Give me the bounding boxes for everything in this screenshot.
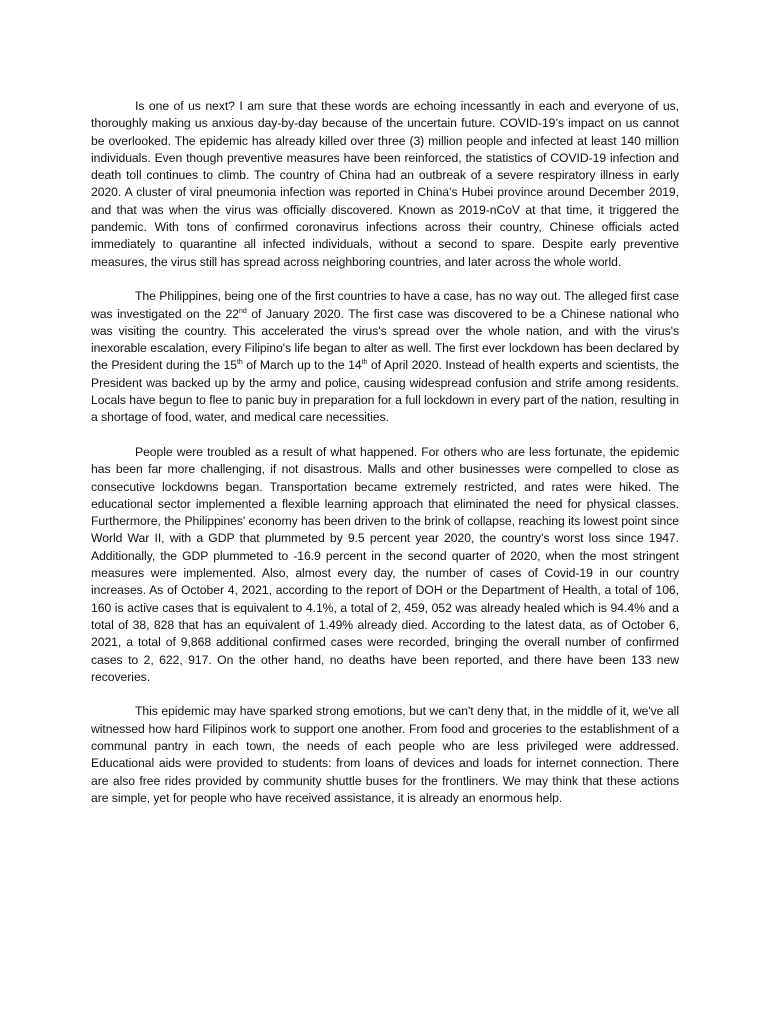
ordinal-suffix: th	[236, 359, 243, 367]
paragraph-text: of April 2020. Instead of health experts and scientists, the President was backed up by the army and police, causing widespread confusion and strife among residents. Locals have begun to flee to panic buy in preparation for a full lockdown in every part of the nation, resulting in a shortage of food, water, and medical care necessities.	[91, 358, 679, 425]
paragraph-text: of January 2020. The first case was discovered to be a Chinese national who was visiting the country. This accelerated the virus's spread over the whole nation, and with the virus's inexorable escalation, every Filipino's life began to alter as well. The first ever lockdown has been declared by the President during the 15	[91, 306, 679, 373]
document-body	[91, 98, 679, 824]
paragraph-3	[91, 444, 679, 686]
paragraph-2	[91, 288, 679, 426]
paragraph-text: People were troubled as a result of what happened. For others who are less fortunate, the epidemic has been far more challenging, if not disastrous. Malls and other businesses were compelled to close as consecutive lockdowns began. Transportation became extremely restricted, and rates were hiked. The educational sector implemented a flexible learning approach that eliminated the need for physical classes. Furthermore, the Philippines' economy has been driven to the brink of collapse, reaching its lowest point since World War II, with a GDP that plummeted by 9.5 percent year 2020, the country's worst loss since 1947. Additionally, the GDP plummeted to -16.9 percent in the second quarter of 2020, when the most stringent measures were implemented. Also, almost every day, the number of cases of Covid-19 in our country increases. As of October 4, 2021, according to the report of DOH or the Department of Health, a total of 106, 160 is active cases that is equivalent to 4.1%, a total of 2, 459, 052 was already healed which is 94.4% and a total of 38, 828 that has an equivalent of 1.49% already died. According to the latest data, as of October 6, 2021, a total of 9,868 additional confirmed cases were recorded, bringing the overall number of confirmed cases to 2, 622, 917. On the other hand, no deaths have been reported, and there have been 133 new recoveries.	[91, 444, 679, 684]
paragraph-1	[91, 98, 679, 271]
paragraph-text: The Philippines, being one of the first countries to have a case, has no way out. The alleged first case was investigated on the 22	[91, 289, 679, 321]
ordinal-suffix: nd	[239, 307, 247, 315]
paragraph-4	[91, 703, 679, 807]
paragraph-text: Is one of us next? I am sure that these words are echoing incessantly in each and everyone of us, thoroughly making us anxious day-by-day because of the uncertain future. COVID-19’s impact on us cannot be overlooked. The epidemic has already killed over three (3) million people and infected at least 140 million individuals. Even though preventive measures have been reinforced, the statistics of COVID-19 infection and death toll continues to climb. The country of China had an outbreak of a severe respiratory illness in early 2020. A cluster of viral pneumonia infection was reported in China’s Hubei province around December 2019, and that was when the virus was officially discovered. Known as 2019-nCoV at that time, it triggered the pandemic. With tons of confirmed coronavirus infections across their country, Chinese officials acted immediately to quarantine all infected individuals, without a second to spare. Despite early preventive measures, the virus still has spread across neighboring countries, and later across the whole world.	[91, 99, 679, 269]
paragraph-text: This epidemic may have sparked strong emotions, but we can't deny that, in the middle of it, we've all witnessed how hard Filipinos work to support one another. From food and groceries to the establishment of a communal pantry in each town, the needs of each people who are less privileged were addressed. Educational aids were provided to students: from loans of devices and loads for internet connection. There are also free rides provided by community shuttle buses for the frontliners. We may think that these actions are simple, yet for people who have received assistance, it is already an enormous help.	[91, 704, 679, 805]
paragraph-text: of March up to the 14	[242, 358, 362, 373]
ordinal-suffix: th	[361, 359, 368, 367]
